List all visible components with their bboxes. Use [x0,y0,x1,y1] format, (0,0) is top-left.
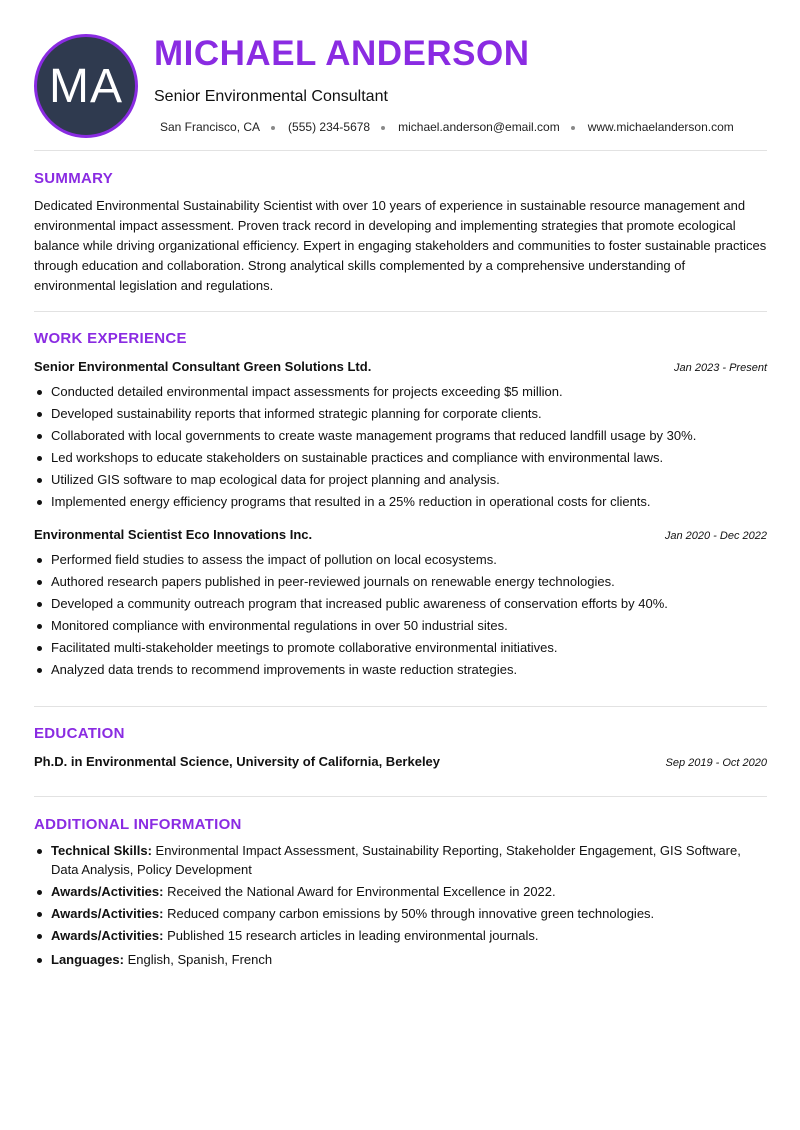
contact-line [160,120,734,134]
job-header [34,527,767,542]
avatar [34,34,138,138]
section-divider [34,311,767,312]
info-text: Reduced company carbon emissions by 50% through innovative green technologies. [163,906,655,921]
additional-info-heading: ADDITIONAL INFORMATION [34,816,242,833]
list-item: Performed field studies to assess the impact of pollution on local ecosystems. [34,549,769,571]
list-item: Developed sustainability reports that informed strategic planning for corporate clients. [34,403,769,425]
info-label: Awards/Activities: [51,928,164,943]
list-item: Implemented energy efficiency programs that resulted in a 25% reduction in operational costs for clients. [34,491,769,513]
info-label: Technical Skills: [51,843,152,858]
job-bullet-list [34,549,769,681]
candidate-name: MICHAEL ANDERSON [154,34,530,73]
separator-dot-icon [381,126,385,130]
info-text: Published 15 research articles in leading environmental journals. [163,928,539,943]
info-label: Awards/Activities: [51,906,164,921]
list-item: Authored research papers published in peer-reviewed journals on renewable energy technologies. [34,571,769,593]
list-item: Utilized GIS software to map ecological data for project planning and analysis. [34,469,769,491]
list-item [34,950,769,969]
education-heading: EDUCATION [34,725,125,742]
section-divider [34,150,767,151]
list-item: Led workshops to educate stakeholders on sustainable practices and compliance with environmental laws. [34,447,769,469]
summary-text: Dedicated Environmental Sustainability Scientist with over 10 years of experience in sustainable resource management and environmental impact assessment. Proven track record in developing and implementing strategies that promote ecological balance while driving organizational efficiency. Expert in engaging stakeholders and communities to foster sustainable practices through education and collaboration. Strong analytical skills complemented by a comprehensive understanding of environmental legislation and regulations. [34,198,767,293]
job-dates: Jan 2023 - Present [674,362,767,374]
education-entry [34,754,767,769]
section-divider [34,796,767,797]
section-divider [34,706,767,707]
list-item: Analyzed data trends to recommend improvements in waste reduction strategies. [34,659,769,681]
job-dates: Jan 2020 - Dec 2022 [664,530,767,542]
list-item [34,841,769,879]
info-text: English, Spanish, French [123,952,273,967]
list-item: Developed a community outreach program that increased public awareness of conservation efforts by 40%. [34,593,769,615]
list-item: Collaborated with local governments to create waste management programs that reduced landfill usage by 30%. [34,425,769,447]
list-item: Conducted detailed environmental impact assessments for projects exceeding $5 million. [34,381,769,403]
summary-heading: SUMMARY [34,170,114,187]
list-item: Facilitated multi-stakeholder meetings to promote collaborative environmental initiatives. [34,637,769,659]
list-item [34,882,769,901]
info-label: Languages: [51,952,124,967]
separator-dot-icon [271,126,275,130]
job-bullet-list [34,381,769,513]
info-label: Awards/Activities: [51,884,164,899]
job-header [34,359,767,374]
contact-phone: (555) 234-5678 [288,120,371,134]
list-item [34,926,769,945]
info-text: Environmental Impact Assessment, Sustainability Reporting, Stakeholder Engagement, GIS Software, Data Analysis, Policy Development [51,843,741,877]
job-title-company: Senior Environmental Consultant Green Solutions Ltd. [34,359,372,374]
list-item [34,904,769,923]
job-title-company: Environmental Scientist Eco Innovations Inc. [34,527,313,542]
separator-dot-icon [571,126,575,130]
candidate-title: Senior Environmental Consultant [154,88,388,105]
education-dates: Sep 2019 - Oct 2020 [665,757,767,769]
list-item: Monitored compliance with environmental regulations in over 50 industrial sites. [34,615,769,637]
contact-email[interactable]: michael.anderson@email.com [398,120,560,134]
info-text: Received the National Award for Environmental Excellence in 2022. [163,884,556,899]
additional-info-list [34,841,769,972]
education-degree: Ph.D. in Environmental Science, University of California, Berkeley [34,754,441,769]
work-experience-heading: WORK EXPERIENCE [34,330,187,347]
contact-location: San Francisco, CA [160,120,261,134]
contact-website[interactable]: www.michaelanderson.com [587,120,734,134]
avatar-initials: MA [49,59,123,113]
